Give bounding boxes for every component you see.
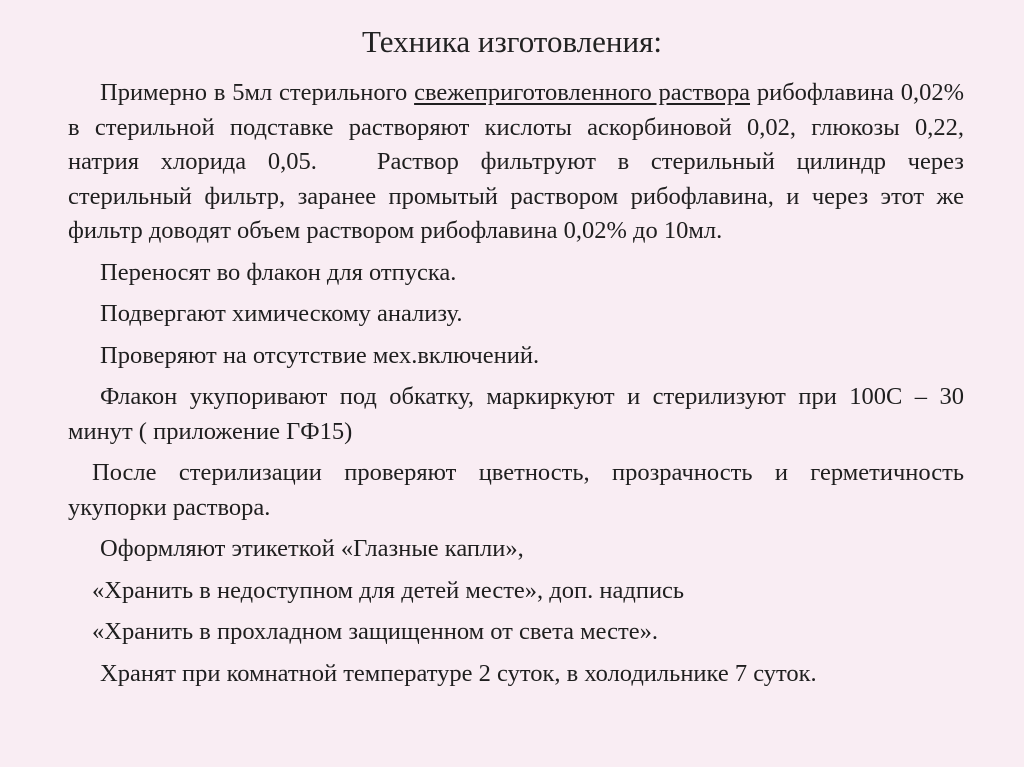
paragraph-label-cool: «Хранить в прохладном защищенном от света месте». <box>92 618 658 645</box>
paragraph-analysis: Подвергают химическому анализу. <box>100 300 463 327</box>
paragraph-preparation <box>68 76 964 249</box>
slide-body <box>68 76 964 698</box>
paragraph-label: Оформляют этикеткой «Глазные капли», <box>100 535 524 562</box>
paragraph-storage: Хранят при комнатной температуре 2 суток, в холодильнике 7 суток. <box>100 659 817 687</box>
slide-title: Техника изготовления: <box>362 24 662 59</box>
paragraph-sterilization: Флакон укупоривают под обкатку, маркиркуют и стерилизуют при 100С – 30 минут ( приложение ГФ15) <box>68 383 964 445</box>
paragraph-transfer: Переносят во флакон для отпуска. <box>100 258 457 286</box>
paragraph-after-sterilization: После стерилизации проверяют цветность, прозрачность и герметичность укупорки раствора. <box>68 459 964 521</box>
underlined-text: свежеприготовленного раствора <box>414 79 751 106</box>
text-segment: Примерно в 5мл стерильного <box>100 79 408 106</box>
paragraph-inclusions: Проверяют на отсутствие мех.включений. <box>100 341 540 369</box>
text-segment: Раствор фильтруют в стерильный цилиндр через стерильный фильтр, заранее промытый раствором рибофлавина, и через этот же фильтр доводят объем раствором рибофлавина 0,02% до 10мл. <box>68 148 964 244</box>
paragraph-label-children: «Хранить в недоступном для детей месте», доп. надпись <box>92 576 685 604</box>
text-segment: рибофлавина 0,02% в стерильной подставке растворяют кислоты аскорбиновой 0,02, глюкозы 0,22, натрия хлорида 0,05. <box>68 79 965 175</box>
